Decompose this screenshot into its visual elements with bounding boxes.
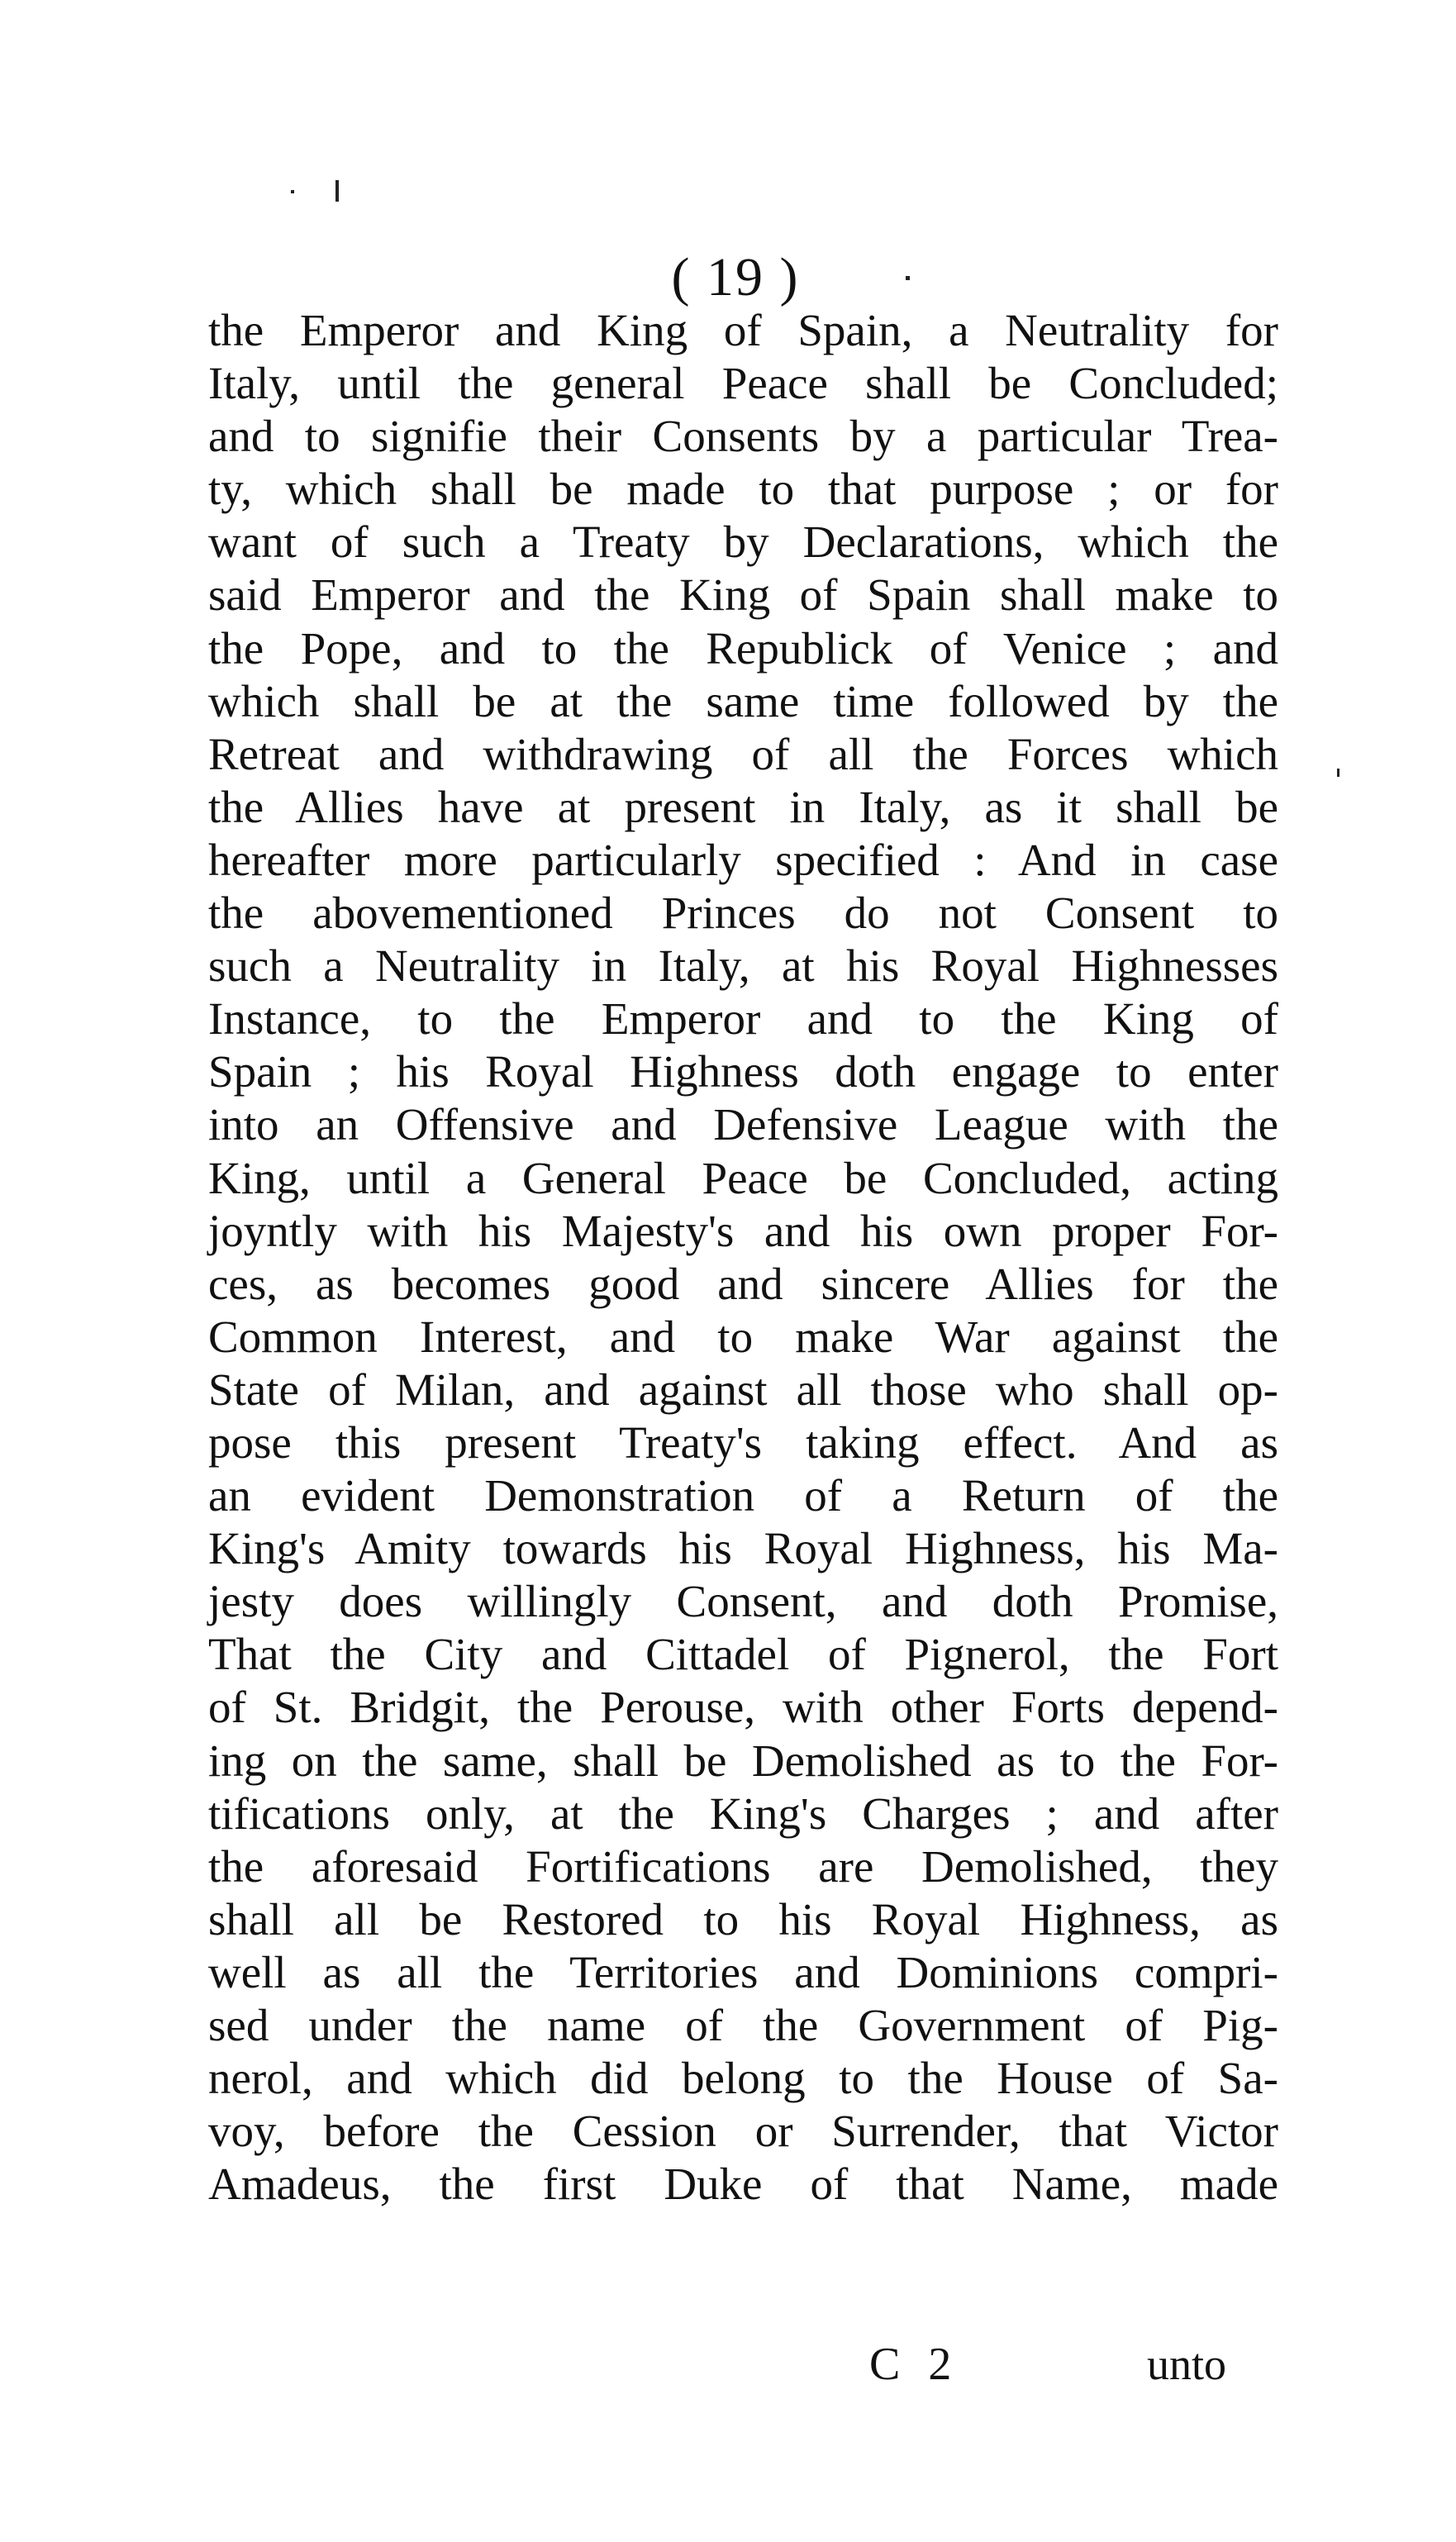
text-line: well as all the Territories and Dominions compri- (208, 1946, 1278, 1997)
text-line: King, until a General Peace be Concluded, acting (208, 1152, 1278, 1203)
text-line: an evident Demonstration of a Return of the (208, 1470, 1278, 1521)
text-line: King's Amity towards his Royal Highness, his Ma- (208, 1523, 1278, 1574)
text-line: jesty does willingly Consent, and doth Promise, (208, 1576, 1278, 1627)
text-line: Instance, to the Emperor and to the King of (208, 993, 1278, 1045)
text-line: hereafter more particularly specified : And in case (208, 834, 1278, 885)
text-line: ty, which shall be made to that purpose ; or for (208, 464, 1278, 515)
text-line: Amadeus, the first Duke of that Name, made (208, 2159, 1278, 2210)
text-line: joyntly with his Majesty's and his own proper For- (208, 1205, 1278, 1256)
text-line: State of Milan, and against all those who shall op- (208, 1364, 1278, 1415)
ink-speck (906, 276, 910, 280)
ink-speck (335, 180, 339, 202)
page-footer (0, 2335, 1456, 2393)
text-line: ces, as becomes good and sincere Allies for the (208, 1258, 1278, 1309)
ink-speck (1337, 769, 1339, 777)
catchword: unto (1147, 2340, 1227, 2389)
text-line: of St. Bridgit, the Perouse, with other Forts depend- (208, 1682, 1278, 1733)
text-line: the Emperor and King of Spain, a Neutrality for (208, 305, 1278, 355)
signature-mark: C 2 (869, 2339, 960, 2390)
text-line: voy, before the Cession or Surrender, that Victor (208, 2106, 1278, 2157)
text-line: shall all be Restored to his Royal Highness, as (208, 1893, 1278, 1945)
text-line: ing on the same, shall be Demolished as to the For- (208, 1735, 1278, 1786)
text-line: That the City and Cittadel of Pignerol, the Fort (208, 1629, 1278, 1680)
text-line: and to signifie their Consents by a particular Trea- (208, 411, 1278, 462)
text-line: into an Offensive and Defensive League with the (208, 1099, 1278, 1150)
text-line: the Pope, and to the Republick of Venice ; and (208, 622, 1278, 674)
text-line: Spain ; his Royal Highness doth engage to enter (208, 1046, 1278, 1097)
body-text (208, 304, 1278, 2211)
text-line: said Emperor and the King of Spain shall make to (208, 569, 1278, 621)
text-line: pose this present Treaty's taking effect. And as (208, 1416, 1278, 1468)
text-line: which shall be at the same time followed by the (208, 675, 1278, 726)
text-line: tifications only, at the King's Charges ; and after (208, 1787, 1278, 1839)
page-number: ( 19 ) (671, 247, 800, 307)
text-line: the aforesaid Fortifications are Demolished, they (208, 1840, 1278, 1892)
text-line: the abovementioned Princes do not Consent to (208, 888, 1278, 939)
text-line: nerol, and which did belong to the House of Sa- (208, 2053, 1278, 2104)
text-line: Common Interest, and to make War against the (208, 1311, 1278, 1362)
text-line: Retreat and withdrawing of all the Forces which (208, 728, 1278, 779)
text-line: the Allies have at present in Italy, as it shall be (208, 781, 1278, 832)
text-line: want of such a Treaty by Declarations, which the (208, 516, 1278, 568)
text-line: such a Neutrality in Italy, at his Royal Highnesses (208, 940, 1278, 992)
text-line: Italy, until the general Peace shall be Concluded; (208, 358, 1278, 409)
ink-speck (291, 190, 294, 193)
text-line: sed under the name of the Government of Pig- (208, 2000, 1278, 2050)
